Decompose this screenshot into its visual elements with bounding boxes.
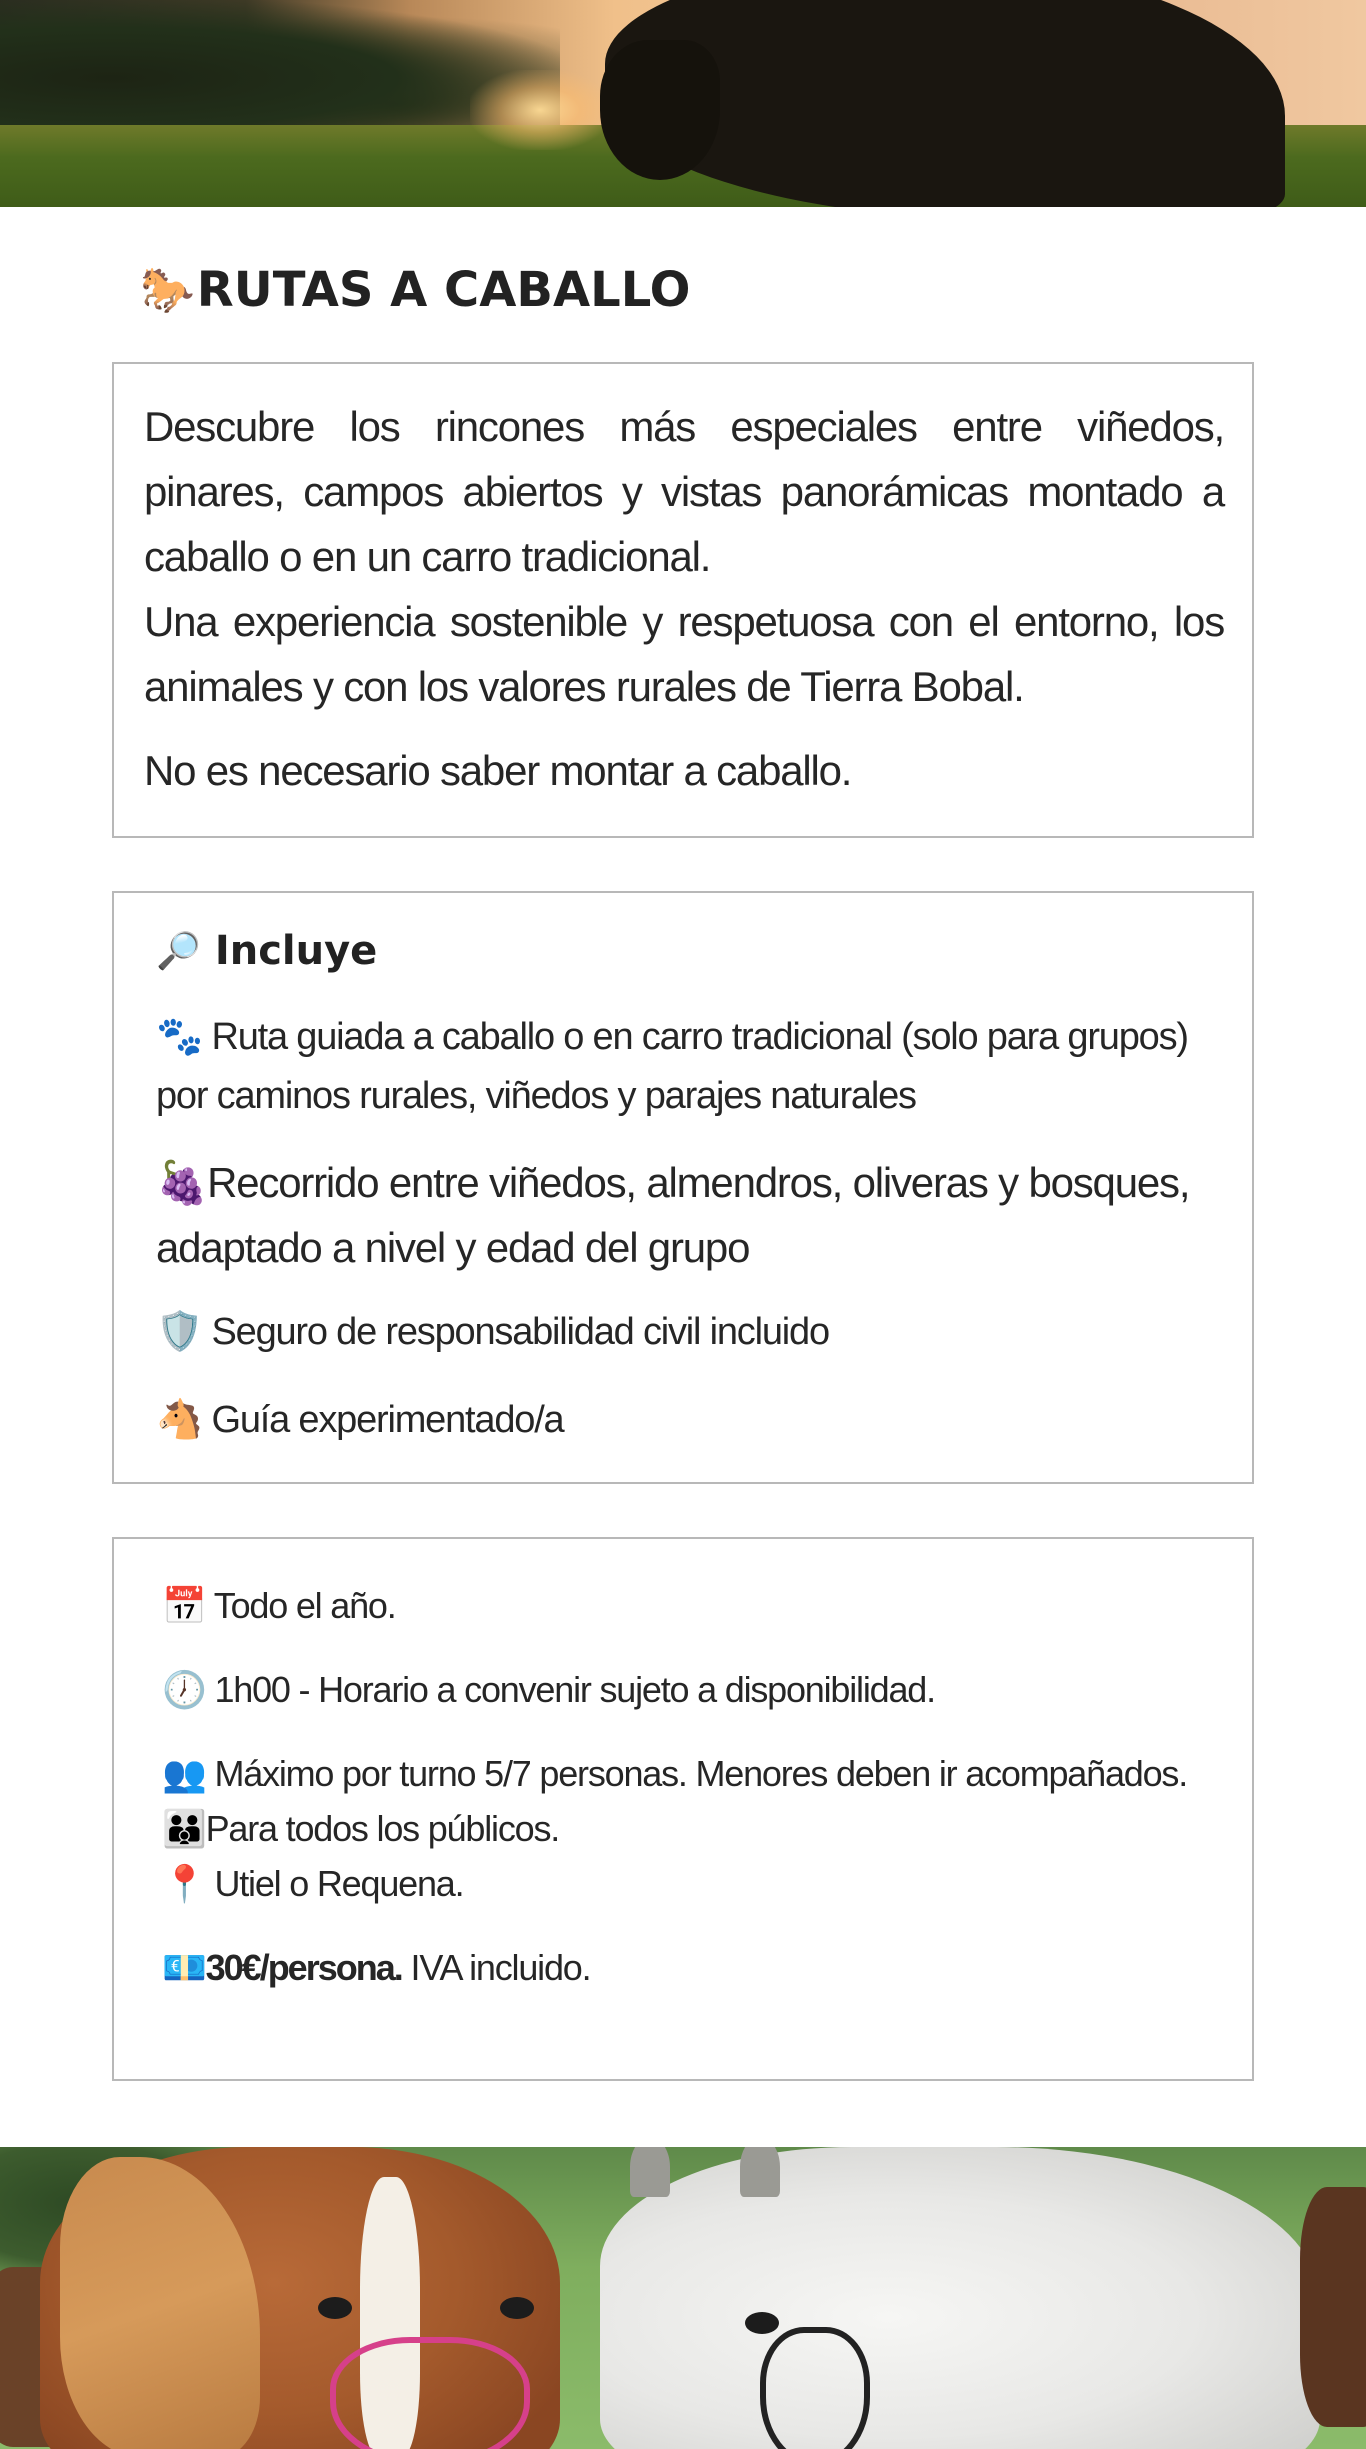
- calendar-icon: 📅: [162, 1586, 206, 1627]
- white-horse-ear: [630, 2147, 670, 2197]
- info-item-group-size: [162, 1747, 1212, 1802]
- includes-heading: [156, 921, 1212, 981]
- includes-item-text: Seguro de responsabilidad civil incluido: [211, 1311, 829, 1353]
- includes-item-guide: [156, 1390, 1212, 1450]
- info-item-text: Máximo por turno 5/7 personas. Menores deben ir acompañados.: [214, 1753, 1188, 1794]
- info-item-text: Utiel o Requena.: [214, 1863, 464, 1904]
- includes-item-vineyards: [156, 1150, 1212, 1280]
- horse-face-icon: 🐴: [156, 1397, 203, 1441]
- info-item-text: Para todos los públicos.: [205, 1808, 560, 1849]
- magnifier-icon: 🔎: [156, 931, 201, 972]
- grapes-icon: 🍇: [156, 1158, 208, 1207]
- info-item-text: Todo el año.: [213, 1585, 396, 1626]
- includes-box: [112, 891, 1254, 1484]
- includes-item-guided-route: [156, 1007, 1212, 1126]
- family-icon: 👪: [162, 1809, 206, 1850]
- info-item-price: [162, 1941, 1212, 1996]
- white-horse-eye: [745, 2312, 779, 2334]
- info-item-season: [162, 1579, 1212, 1634]
- intro-note: No es necesario saber montar a caballo.: [144, 747, 852, 794]
- white-horse-ear: [740, 2147, 780, 2197]
- includes-heading-text: Incluye: [214, 928, 378, 974]
- page-title-text: RUTAS A CABALLO: [196, 262, 691, 318]
- euro-banknote-icon: 💶: [162, 1948, 206, 1989]
- paw-prints-icon: 🐾: [156, 1014, 203, 1058]
- intro-paragraph-2: Una experiencia sostenible y respetuosa con el entorno, los animales y con los valores rurales de Tierra Bobal.: [144, 598, 1224, 710]
- info-item-location: [162, 1857, 1212, 1912]
- info-box: [112, 1537, 1254, 2081]
- intro-paragraph-1: Descubre los rincones más especiales entre viñedos, pinares, campos abiertos y vistas panorámicas montado a caballo o en un carro tradicional.: [144, 403, 1224, 580]
- info-item-text: 1h00 - Horario a convenir sujeto a disponibilidad.: [214, 1669, 935, 1710]
- brown-horse-eye: [318, 2297, 352, 2319]
- price-suffix: IVA incluido.: [401, 1947, 591, 1988]
- price-amount: 30€/persona.: [205, 1947, 402, 1988]
- shield-icon: 🛡️: [156, 1309, 203, 1353]
- includes-item-insurance: [156, 1302, 1212, 1362]
- info-item-audience: [162, 1802, 1212, 1857]
- info-item-duration: [162, 1663, 1212, 1718]
- includes-item-text: Recorrido entre viñedos, almendros, oliveras y bosques, adaptado a nivel y edad del grupo: [156, 1159, 1190, 1271]
- intro-box: [112, 362, 1254, 838]
- people-icon: 👥: [162, 1754, 206, 1795]
- horse-head-silhouette: [600, 40, 720, 180]
- page-title: [140, 262, 690, 318]
- sun-glow: [470, 70, 610, 150]
- brown-horse-eye: [500, 2297, 534, 2319]
- pink-halter: [330, 2337, 530, 2449]
- hero-image-top: [0, 0, 1366, 207]
- hero-image-bottom: [0, 2147, 1366, 2449]
- includes-item-text: Ruta guiada a caballo o en carro tradicional (solo para grupos) por caminos rurales, viñedos y parajes naturales: [156, 1016, 1188, 1117]
- black-halter: [760, 2327, 870, 2449]
- intro-text: [144, 394, 1224, 719]
- racing-horse-icon: 🐎: [140, 265, 195, 316]
- location-pin-icon: 📍: [162, 1864, 206, 1905]
- includes-item-text: Guía experimentado/a: [211, 1399, 564, 1441]
- white-horse: [600, 2147, 1320, 2449]
- clock-icon: 🕖: [162, 1670, 206, 1711]
- saddle-right: [1300, 2187, 1366, 2427]
